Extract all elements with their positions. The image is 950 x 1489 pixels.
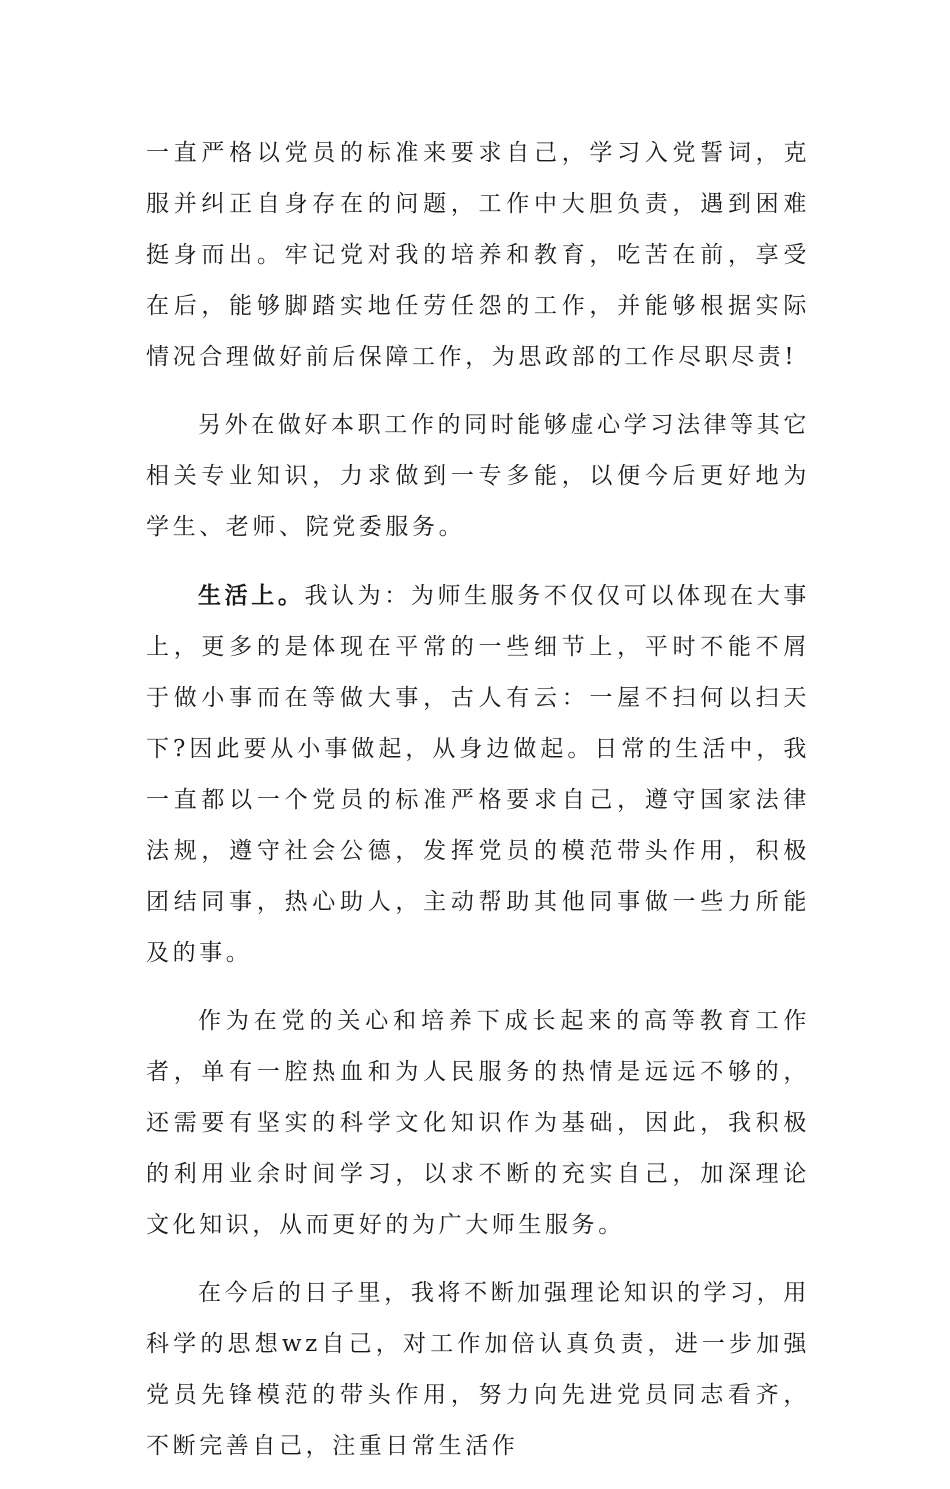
document-body — [146, 128, 810, 1489]
paragraph-1-text: 一直严格以党员的标准来要求自己，学习入党誓词，克服并纠正自身存在的问题，工作中大胆负责，遇到困难挺身而出。牢记党对我的培养和教育，吃苦在前，享受在后，能够脚踏实地任劳任怨的工作，并能够根据实际情况合理做好前后保障工作，为思政部的工作尽职尽责! — [146, 140, 810, 370]
paragraph-2-text: 另外在做好本职工作的同时能够虚心学习法律等其它相关专业知识，力求做到一专多能，以便今后更好地为学生、老师、院党委服务。 — [146, 412, 810, 540]
paragraph-3 — [146, 570, 810, 979]
paragraph-3-text: 我认为：为师生服务不仅仅可以体现在大事上，更多的是体现在平常的一些细节上，平时不能不屑于做小事而在等做大事，古人有云：一屋不扫何以扫天下?因此要从小事做起，从身边做起。日常的生活中，我一直都以一个党员的标准严格要求自己，遵守国家法律法规，遵守社会公德，发挥党员的模范带头作用，积极团结同事，热心助人，主动帮助其他同事做一些力所能及的事。 — [146, 583, 810, 966]
paragraph-2 — [146, 400, 810, 553]
paragraph-4-text: 作为在党的关心和培养下成长起来的高等教育工作者，单有一腔热血和为人民服务的热情是远远不够的，还需要有坚实的科学文化知识作为基础，因此，我积极的利用业余时间学习，以求不断的充实自己，加深理论文化知识，从而更好的为广大师生服务。 — [146, 1008, 810, 1238]
paragraph-5-text: 在今后的日子里，我将不断加强理论知识的学习，用科学的思想wz自己，对工作加倍认真负责，进一步加强党员先锋模范的带头作用，努力向先进党员同志看齐，不断完善自己，注重日常生活作 — [146, 1280, 810, 1459]
paragraph-5 — [146, 1268, 810, 1472]
paragraph-1 — [146, 128, 810, 383]
paragraph-4 — [146, 996, 810, 1251]
paragraph-3-lead: 生活上。 — [198, 582, 305, 609]
